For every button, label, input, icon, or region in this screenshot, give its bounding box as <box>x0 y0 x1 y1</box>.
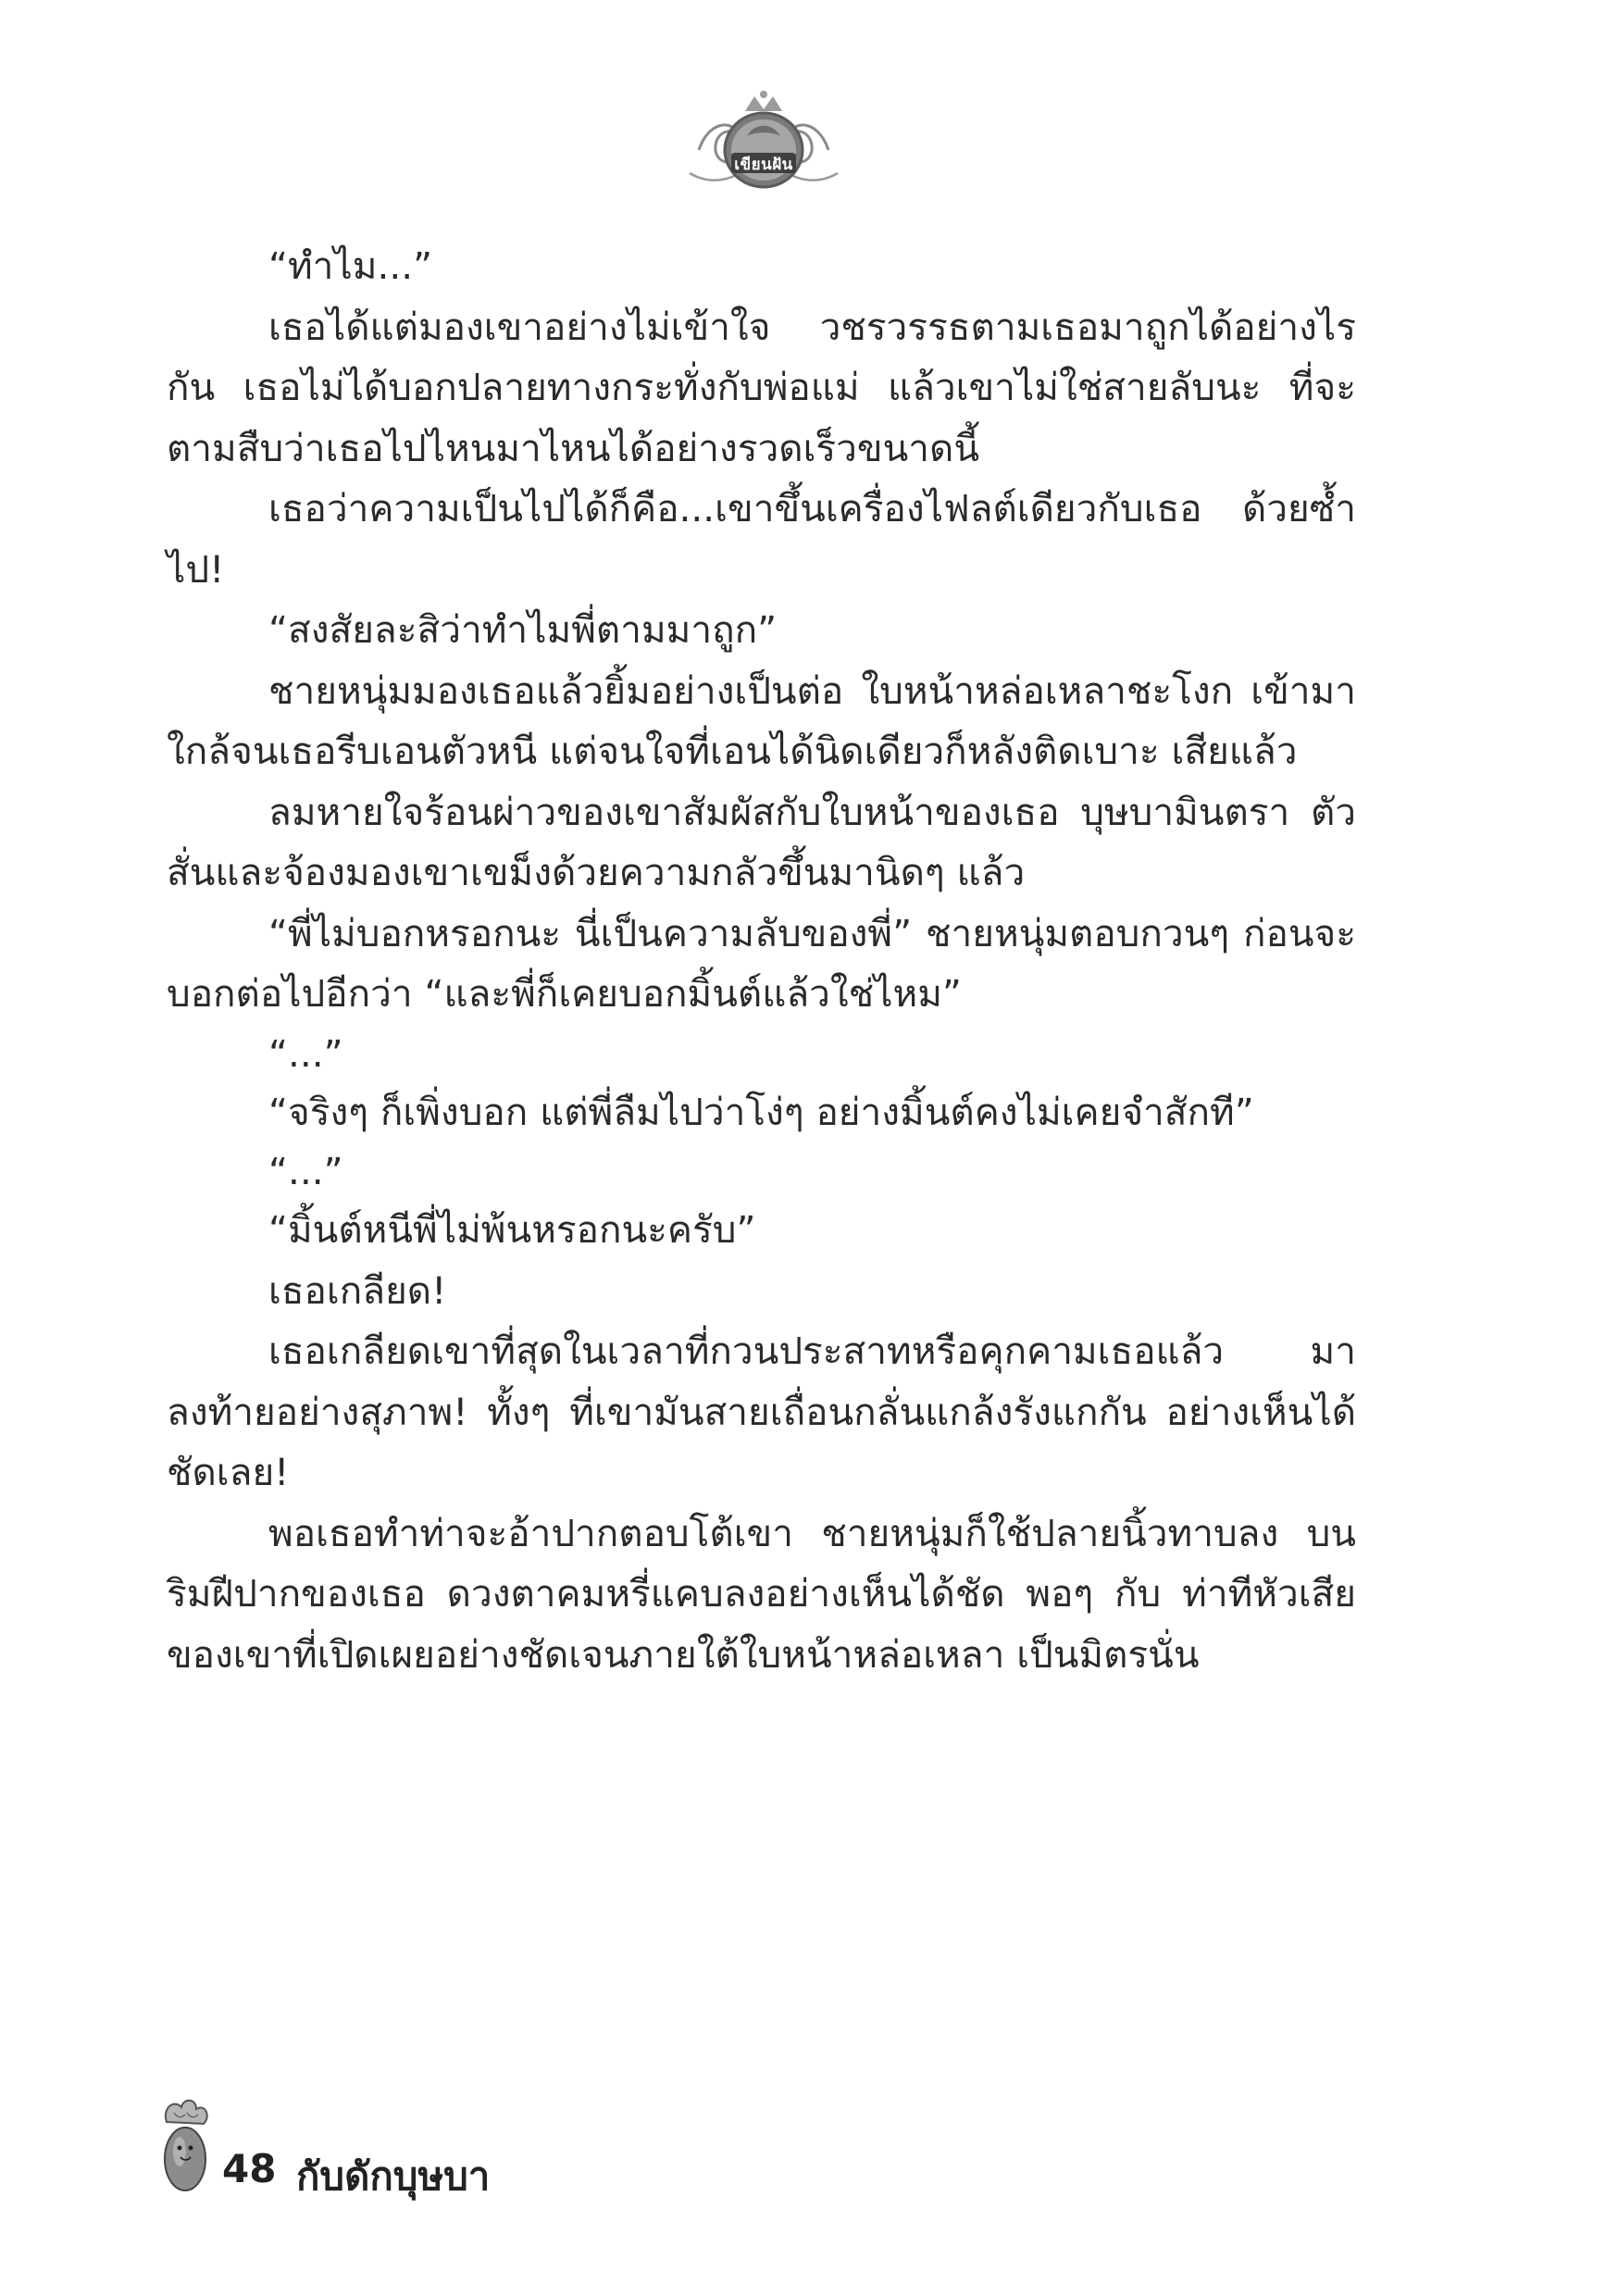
paragraph: “จริงๆ ก็เพิ่งบอก แต่พี่ลืมไปว่าโง่ๆ อย่างมิ้นต์คงไม่เคยจำสักที” <box>268 1089 1254 1134</box>
page-footer <box>157 2094 713 2199</box>
paragraph: “ทำไม...” <box>268 243 433 288</box>
paragraph: พอเธอทำท่าจะอ้าปากตอบโต้เขา ชายหนุ่มก็ใช้ปลายนิ้วทาบลง บนริมฝีปากของเธอ ดวงตาคมหรี่แคบลงอย่างเห็นได้ชัด พอๆ กับ ท่าทีหัวเสียของเขาที่เปิดเผยอย่างชัดเจนภายใต้ใบหน้าหล่อเหลา เป็นมิตรนั่น <box>167 1510 1356 1677</box>
paragraph: เธอว่าความเป็นไปได้ก็คือ...เขาขึ้นเครื่องไฟลต์เดียวกับเธอ ด้วยซ้ำไป! <box>167 486 1356 592</box>
page-number: 48 <box>222 2146 277 2191</box>
paragraph: ชายหนุ่มมองเธอแล้วยิ้มอย่างเป็นต่อ ใบหน้าหล่อเหลาชะโงก เข้ามาใกล้จนเธอรีบเอนตัวหนี แต่จนใจที่เอนได้นิดเดียวก็หลังติดเบาะ เสียแล้ว <box>167 668 1356 773</box>
paragraph: “...” <box>268 1030 343 1076</box>
paragraph: “...” <box>268 1149 343 1193</box>
paragraph: “สงสัยละสิว่าทำไมพี่ตามมาถูก” <box>268 607 778 652</box>
paragraph: เธอเกลียด! <box>268 1267 447 1313</box>
emblem-label: เขียนฝัน <box>734 156 793 174</box>
emblem-ornament-icon <box>680 85 847 196</box>
paragraph: “มิ้นต์หนีพี่ไม่พ้นหรอกนะครับ” <box>268 1207 756 1252</box>
cabbage-mascot-icon <box>157 2094 213 2196</box>
paragraph: เธอเกลียดเขาที่สุดในเวลาที่กวนประสาทหรือคุกคามเธอแล้ว มาลงท้ายอย่างสุภาพ! ทั้งๆ ที่เขามันสายเถื่อนกลั่นแกล้งรังแกกัน อย่างเห็นได้ชัดเลย! <box>167 1329 1356 1494</box>
paragraph: ลมหายใจร้อนผ่าวของเขาสัมผัสกับใบหน้าของเธอ บุษบามินตรา ตัวสั่นและจ้องมองเขาเขม็งด้วยความกลัวขึ้นมานิดๆ แล้ว <box>167 789 1356 894</box>
paragraph: เธอได้แต่มองเขาอย่างไม่เข้าใจ วชรวรรธตามเธอมาถูกได้อย่างไร กัน เธอไม่ได้บอกปลายทางกระทั่งกับพ่อแม่ แล้วเขาไม่ใช่สายลับนะ ที่จะตามสืบว่าเธอไปไหนมาไหนได้อย่างรวดเร็วขนาดนี้ <box>167 304 1356 470</box>
book-title: กับดักบุษบา <box>296 2153 491 2199</box>
publisher-emblem <box>680 85 847 196</box>
body-text <box>167 236 1356 1685</box>
paragraph: “พี่ไม่บอกหรอกนะ นี่เป็นความลับของพี่” ชายหนุ่มตอบกวนๆ ก่อนจะบอกต่อไปอีกว่า “และพี่ก็เคยบอกมิ้นต์แล้วใช่ไหม” <box>167 910 1356 1016</box>
